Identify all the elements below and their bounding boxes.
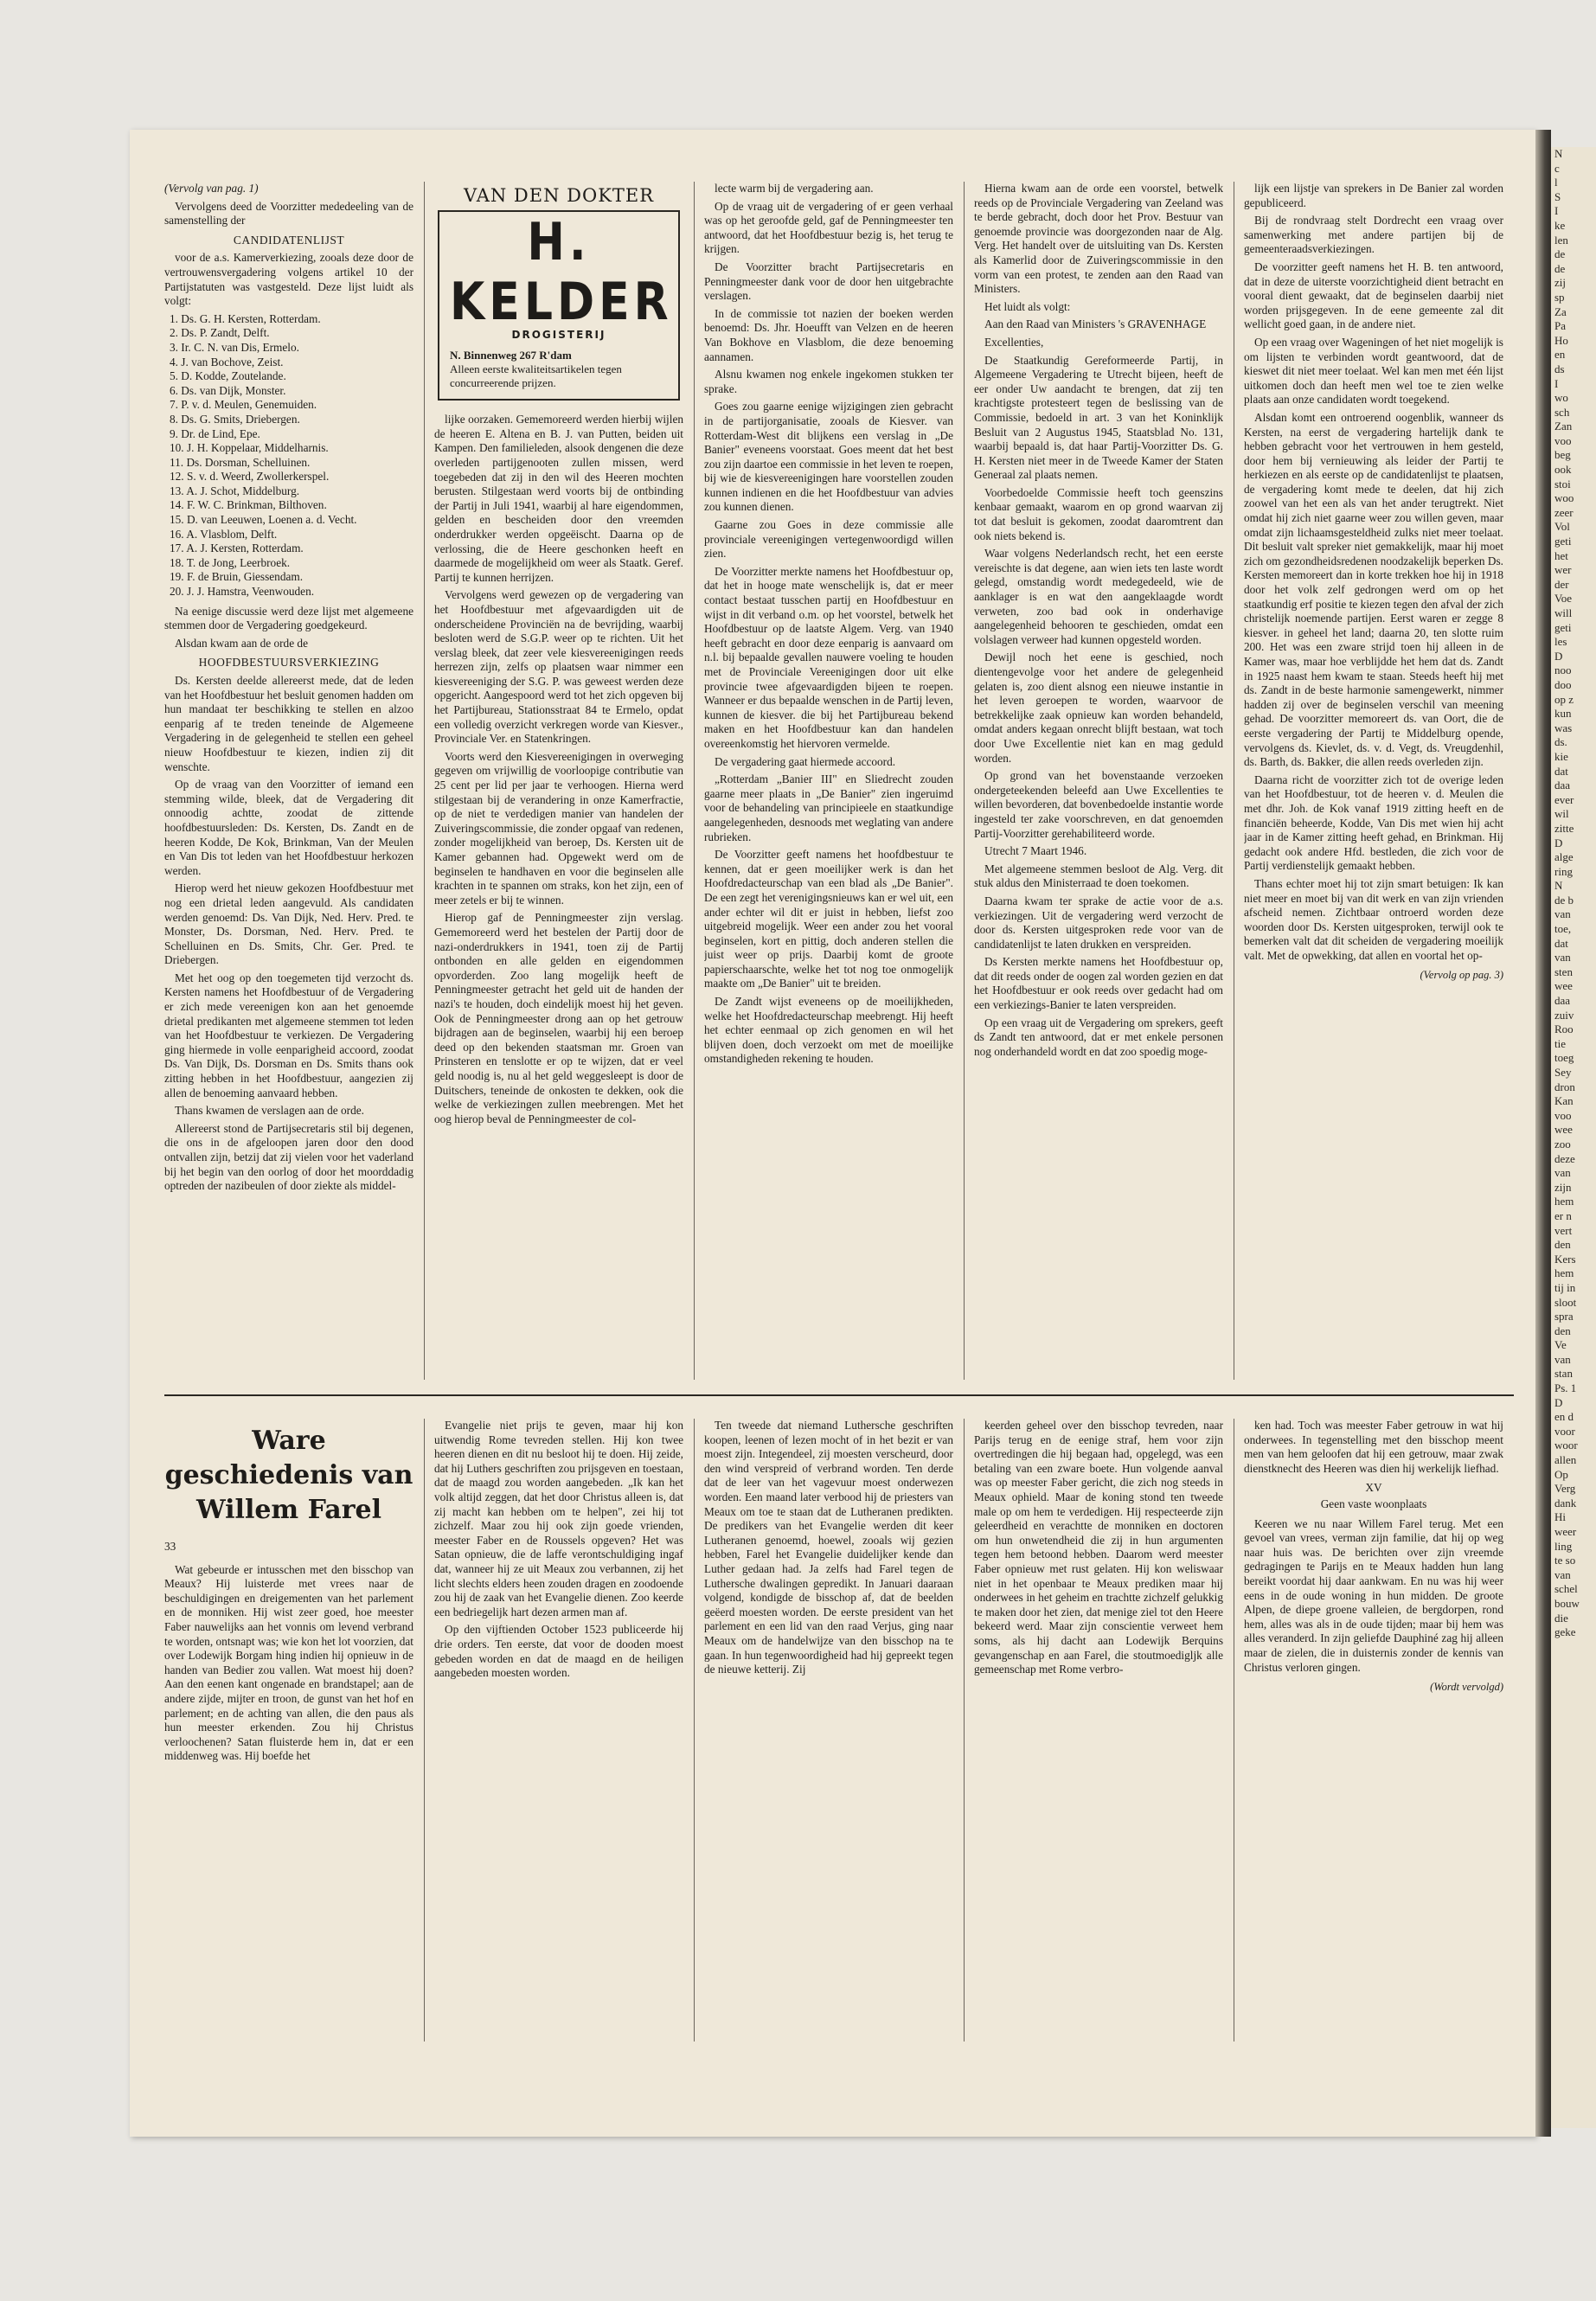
adjacent-page-fragment: zij (1554, 276, 1566, 290)
adjacent-page-fragment: zuiv (1554, 1008, 1574, 1022)
article-paragraph: De Staatkundig Gereformeerde Partij, in Algemeene Vergadering te Utrecht bijeen, heeft de eer onder Uw aandacht te brengen, dat zij ten krachtigste protesteert tegen de beslissing van de Commissie, bedoeld in art. 3 van het Koninklijk Besluit van 2 Augustus 1945, Staatsblad No. 131, waarbij bepaald is, dat haar Partij-Voorzitter Ds. G. H. Kersten niet meer in de Tweede Kamer der Staten Generaal zal plaats nemen. (974, 353, 1223, 482)
adjacent-page-fragment: sloot (1554, 1295, 1577, 1309)
article-paragraph: Aan den Raad van Ministers 's GRAVENHAGE (984, 317, 1207, 331)
candidate-entry: 3. Ir. C. N. van Dis, Ermelo. (170, 340, 299, 354)
adjacent-page-fragment: daa (1554, 779, 1571, 792)
candidate-entry: 18. T. de Jong, Leerbroek. (170, 555, 291, 569)
adjacent-page-fragment: toeg (1554, 1051, 1574, 1065)
adjacent-page-fragment: het (1554, 548, 1568, 562)
serial-column-3 (704, 1419, 953, 2041)
adjacent-page-fragment: en d (1554, 1410, 1574, 1424)
column-1 (164, 182, 413, 1380)
adjacent-page-fragment: doo (1554, 677, 1572, 691)
adjacent-page-fragment: dron (1554, 1080, 1575, 1093)
adjacent-page-fragment: ever (1554, 792, 1574, 806)
serial-column-5 (1244, 1419, 1503, 2041)
adjacent-page-fragment: weer (1554, 1525, 1577, 1538)
adjacent-page-fragment: zitte (1554, 821, 1574, 835)
adjacent-page-fragment: geke (1554, 1625, 1576, 1639)
adjacent-page-fragment: wer (1554, 563, 1572, 577)
article-paragraph: Het luidt als volgt: (984, 299, 1071, 313)
adjacent-page-fragment: len (1554, 233, 1568, 247)
column-3-paragraphs (704, 182, 953, 1067)
serial-paragraph: ken had. Toch was meester Faber getrouw in wat hij onderwees. In tegenstelling met den bisschop meent men van hem geloofen dat hij een getrouw, maar zwak dienstknecht des Heeren was dien hij werkelijk liefhad. (1244, 1419, 1503, 1475)
newspaper-page (130, 130, 1535, 2137)
candidate-entry: 5. D. Kodde, Zoutelande. (170, 369, 286, 383)
adjacent-page-fragment: Vol (1554, 520, 1570, 534)
adjacent-page-fragment: hem (1554, 1195, 1574, 1208)
adjacent-page-fragment: will (1554, 606, 1573, 619)
adjacent-page-fragment: Sey (1554, 1066, 1572, 1079)
article-paragraph: lecte warm bij de vergadering aan. (715, 182, 874, 195)
adjacent-page-fragment: wo (1554, 391, 1568, 405)
serial-column-2-paragraphs (434, 1419, 683, 1681)
adjacent-page-fragment: beg (1554, 448, 1571, 462)
column-4-paragraphs (974, 182, 1223, 1059)
adjacent-page-fragment: D (1554, 649, 1563, 663)
article-paragraph: De vergadering gaat hiermede accoord. (715, 754, 896, 768)
serial-number: 33 (164, 1540, 176, 1553)
serial-paragraph: Keeren we nu naar Willem Farel terug. Met een gevoel van vrees, verman zijn familie, dat hij op weg naar huis was. De berichten over zijn vreemde gedragingen te Parijs en te Meaux hadden hun lang bereikt voordat hij daar aankwam. En nu was hij weer eens in de oude woning in hun midden. De groote Alpen, de diepe groene valleien, de bergdorpen, rond hem, alles was als in de oude tijden; maar bij hem was alles veranderd. In zijn geliefde Dauphiné zag hij alleen maar de zielen, die in duisternis zonder de kennis van Christus verloren gingen. (1244, 1516, 1503, 1674)
article-paragraph: Op de vraag uit de vergadering of er geen verhaal was op het geroofde geld, gaf de Penningmeester ten antwoord, dat het Hoofdbestuur bezig is, het terug te krijgen. (704, 199, 953, 256)
adjacent-page-fragment: sch (1554, 405, 1570, 419)
ad-business-type: DROGISTERIJ (511, 328, 606, 341)
after-list-paragraph: Na eenige discussie werd deze lijst met algemeene stemmen door de Vergadering goedgekeurd. (164, 604, 413, 632)
chapter-number: XV (1365, 1481, 1382, 1495)
candidate-entry: 6. Ds. van Dijk, Monster. (170, 383, 286, 397)
candidate-entry: 20. J. J. Hamstra, Veenwouden. (170, 585, 315, 599)
adjacent-page-fragment: van (1554, 1567, 1571, 1581)
adjacent-page-fragment: stan (1554, 1367, 1573, 1381)
adjacent-page-fragment: van (1554, 951, 1571, 965)
adjacent-page-fragment: Voe (1554, 592, 1572, 606)
adjacent-page-fragment: stoi (1554, 477, 1571, 490)
column-rule (694, 1419, 695, 2041)
serial-column-1 (164, 1419, 413, 2041)
article-paragraph: Op een vraag uit de Vergadering om sprekers, geeft ds Zandt ten antwoord, dat er met enkele personen nog onderhandeld wordt en dat zoo spoedig moge- (974, 1016, 1223, 1058)
article-paragraph: lijk een lijstje van sprekers in De Banier zal worden gepubliceerd. (1244, 182, 1503, 209)
article-paragraph: Thans kwamen de verslagen aan de orde. (175, 1104, 364, 1118)
adjacent-page-fragment: van (1554, 1166, 1571, 1180)
article-paragraph: De voorzitter geeft namens het H. B. ten antwoord, dat in deze de uiterste voorzichtigheid dient betracht en vooral dient gewaakt, dat de beginselen daarbij niet worden prijsgegeven. In de eene gemeente zal dit wellicht goed gaan, in de andere niet. (1244, 260, 1503, 331)
serial-title: Ware geschiedenis van Willem Farel (164, 1426, 413, 1525)
article-paragraph: In de commissie tot nazien der boeken werden benoemd: Ds. Jhr. Hoeufft van Velzen en de heeren Van Bokhove en Vlasblom, die deze benoeming aannamen. (704, 306, 953, 363)
adjacent-page-fragment: van (1554, 907, 1571, 921)
column-3 (704, 182, 953, 1380)
adjacent-page-fragment: kun (1554, 707, 1572, 721)
article-paragraph: De Voorzitter merkte namens het Hoofdbestuur op, dat het in hooge mate wenschelijk is, dat er meer contact bestaat tusschen partij en Hoofdbestuur en wijst in dit verband o.m. op het voorstel, betwelk het Hoofdbestuur op de laatste Algem. Verg. van 1940 heeft gebracht en door deze eenparig is aanvaard om n.l. bij bepaalde gevallen nauwere voeling te houden met de Provinciale Vereenigingen door uit elke provincie twee afgevaardigden bijeen te roepen. Wanneer er dus bepaalde wenschen in de Partij leven, kunnen de kiesver. die bij het Partijbureau bekend maken en het Hoofdbestuur kan dan handelen overeenkomstig het hiervoren vermelde. (704, 564, 953, 750)
adjacent-page-fragment: kie (1554, 749, 1568, 763)
adjacent-page-fragment: Roo (1554, 1022, 1574, 1036)
adjacent-page-fragment: Kan (1554, 1094, 1574, 1108)
adjacent-page-fragment: Ve (1554, 1338, 1567, 1352)
adjacent-page-fragment: Kers (1554, 1252, 1576, 1266)
adjacent-page-fragment: voo (1554, 1108, 1572, 1122)
article-paragraph: Hierop werd het nieuw gekozen Hoofdbestuur met nog een drietal leden aangevuld. Als candidaten werden genoemd: Ds. Van Dijk, Ned. Herv. Pred. te Monster, Ds. Dorsman, Ned. Herv. Pred. te Schelluinen en Ds. Smits, Chr. Ger. Pred. te Driebergen. (164, 881, 413, 967)
column-2-paragraphs (434, 413, 683, 1126)
adjacent-page-fragment: Ps. 1 (1554, 1381, 1577, 1395)
adjacent-page-fragment: wee (1554, 979, 1573, 993)
adjacent-page-fragment: er n (1554, 1208, 1572, 1222)
candidate-entry: 9. Dr. de Lind, Epe. (170, 426, 260, 440)
column-rule (424, 182, 425, 1380)
adjacent-page-fragment: geti (1554, 535, 1572, 548)
adjacent-page-fragment: en (1554, 348, 1566, 362)
adjacent-page-fragment: N (1554, 147, 1563, 160)
chapter-title: Geen vaste woonplaats (1320, 1497, 1427, 1510)
article-paragraph: Met algemeene stemmen besloot de Alg. Verg. dit stuk aldus den Ministerraad te doen toekomen. (974, 862, 1223, 890)
adjacent-page-edge (1551, 147, 1596, 2128)
article-paragraph: Waar volgens Nederlandsch recht, het een eerste vereischte is dat degene, aan wien iets ten laste wordt gelegd, omstandig wordt medegedeeld, wie de aanklager is en wat den aangeklaagde wordt verweten, zoo bad ook in onderhavige aangelegenheid behooren te geschieden, omdat een volslagen verweer had kunnen opgesteld worden. (974, 547, 1223, 646)
column-rule (424, 1419, 425, 2041)
column-5-paragraphs (1244, 182, 1503, 963)
adjacent-page-fragment: tij in (1554, 1280, 1576, 1294)
serial-paragraph: Op den vijftienden October 1523 publiceerde hij drie orders. Ten eerste, dat voor de dooden moest gebeden worden en dat de maagd en de heiligen aangebeden moesten worden. (434, 1623, 683, 1680)
adjacent-page-fragment: toe, (1554, 922, 1572, 936)
candidate-entry: 14. F. W. C. Brinkman, Bilthoven. (170, 498, 327, 512)
adjacent-page-fragment: I (1554, 376, 1559, 390)
candidate-list-heading: CANDIDATENLIJST (233, 233, 345, 247)
continued-note: (Vervolg op pag. 3) (1420, 969, 1503, 982)
serial-column-4-paragraphs (974, 1419, 1223, 1677)
article-paragraph: Goes zou gaarne eenige wijzigingen zien gebracht in de partijorganisatie, zooals de Kiesver. van Rotterdam-West dit blijkens een verslag in „De Banier" eveneens voorstaat. Goes meent dat het best zou zijn daartoe een commissie in het leven te roepen, bij wie de kiesvereenigingen hare voorstellen zouden kunnen indienen en die het Hoofdbestuur van advies zou kunnen dienen. (704, 400, 953, 514)
adjacent-page-fragment: Ho (1554, 333, 1568, 347)
candidate-entry: 1. Ds. G. H. Kersten, Rotterdam. (170, 311, 321, 325)
adjacent-page-fragment: dat (1554, 936, 1568, 950)
column-1-paragraphs (164, 674, 413, 1194)
adjacent-page-fragment: voo (1554, 433, 1572, 447)
article-paragraph: lijke oorzaken. Gememoreerd werden hierbij wijlen de heeren E. Altena en B. J. van Putten, beiden uit Kampen. Den familieleden, alsook dengenen die deze overleden partijgenooten zullen missen, werd toegebeden dat zij in den wil des Heeren mochten berusten. Stilgestaan werd voorts bij de ontbinding der Partij in Juli 1941, waarbij al hare eigendommen, gelden en bescheiden door den vreemden onderdrukker werden opgeëischt. Daarna op de verlossing, die de Heere geschonken heeft en daarmede de mogelijkheid om weer als Staatk. Geref. Partij te kunnen herrijzen. (434, 413, 683, 584)
candidate-entry: 8. Ds. G. Smits, Driebergen. (170, 412, 300, 426)
article-paragraph: Daarna kwam ter sprake de actie voor de a.s. verkiezingen. Uit de vergadering werd verzocht de door ds. Kersten uitgesproken rede voor van de candidatenlijst te laten drukken en verspreiden. (974, 894, 1223, 951)
adjacent-page-fragment: l (1554, 176, 1558, 189)
article-paragraph: Utrecht 7 Maart 1946. (984, 844, 1087, 858)
article-paragraph: Op grond van het bovenstaande verzoeken ondergeteekenden beleefd aan Uwe Excellenties te willen bevorderen, dat bovenbedoelde instantie worde ingesteld ter zake voorschreven, en dat genoemden Partij-Voorzitter gerehabiliteerd worde. (974, 769, 1223, 840)
adjacent-page-fragment: sten (1554, 965, 1573, 978)
adjacent-page-fragment: deze (1554, 1151, 1575, 1165)
adjacent-page-fragment: wil (1554, 807, 1569, 821)
candidate-list (164, 312, 413, 599)
article-paragraph: De Voorzitter bracht Partijsecretaris en Penningmeester dank voor de door hen uitgebrachte verslagen. (704, 260, 953, 303)
article-paragraph: Bij de rondvraag stelt Dordrecht een vraag over samenwerking met andere partijen bij de gemeenteraadsverkiezingen. (1244, 214, 1503, 256)
candidate-entry: 16. A. Vlasblom, Delft. (170, 527, 278, 541)
adjacent-page-fragment: vert (1554, 1223, 1573, 1237)
candidate-entry: 10. J. H. Koppelaar, Middelharnis. (170, 441, 329, 455)
candidate-entry: 11. Ds. Dorsman, Schelluinen. (170, 455, 311, 469)
board-intro: Alsdan kwam aan de orde de (175, 636, 308, 650)
adjacent-page-fragment: der (1554, 577, 1569, 591)
adjacent-page-fragment: hem (1554, 1266, 1574, 1280)
drogisterij-advertisement (438, 210, 680, 401)
adjacent-page-fragment: van (1554, 1352, 1571, 1366)
adjacent-page-fragment: geti (1554, 620, 1572, 634)
adjacent-page-fragment: ring (1554, 864, 1573, 878)
adjacent-page-fragment: noo (1554, 663, 1572, 677)
adjacent-page-fragment: te so (1554, 1554, 1576, 1567)
article-paragraph: Thans echter moet hij tot zijn smart betuigen: Ik kan niet meer en moet bij van dit werk en van zijn vrienden afscheid nemen. Zichtbaar ontroerd worden deze woorden door Ds. Kersten uitgesproken, terwijl ook te bemerken valt dat dit scheiden de vergadering moeilijk valt. Met de opwekking, dat allen en voortal het op- (1244, 876, 1503, 962)
adjacent-page-fragment: zoo (1554, 1137, 1571, 1150)
continuation-note: (Vervolg van pag. 1) (164, 182, 259, 195)
adjacent-page-fragment: voor (1554, 1424, 1575, 1438)
adjacent-page-fragment: den (1554, 1324, 1571, 1337)
adjacent-page-fragment: de (1554, 247, 1566, 261)
adjacent-page-fragment: ke (1554, 218, 1566, 232)
adjacent-page-fragment: zeer (1554, 505, 1574, 519)
adjacent-page-fragment: Op (1554, 1467, 1568, 1481)
column-rule (964, 182, 965, 1380)
column-2 (434, 182, 683, 1380)
adjacent-page-fragment: de (1554, 261, 1566, 275)
intro-paragraph: Vervolgens deed de Voorzitter mededeeling van de samenstelling der (164, 199, 413, 228)
candidate-entry: 4. J. van Bochove, Zeist. (170, 355, 284, 369)
adjacent-page-fragment: allen (1554, 1453, 1577, 1467)
article-paragraph: Ds. Kersten deelde allereerst mede, dat de leden van het Hoofdbestuur het besluit genomen hadden om hun mandaat ter beschikking te stellen en alzoo eenparig af te treden teneinde de Algemeene Vergadering in de gelegenheid te stellen een geheel nieuw Hoofdbestuur te kiezen, indien zij dit wenschte. (164, 674, 413, 773)
adjacent-page-fragment: wee (1554, 1123, 1573, 1137)
column-rule (964, 1419, 965, 2041)
adjacent-page-fragment: S (1554, 189, 1561, 203)
serial-column-5-paragraphs (1244, 1419, 1503, 1476)
serial-column-4 (974, 1419, 1223, 2041)
candidate-entry: 17. A. J. Kersten, Rotterdam. (170, 542, 304, 555)
adjacent-page-fragment: tie (1554, 1036, 1566, 1050)
article-paragraph: Daarna richt de voorzitter zich tot de overige leden van het Hoofdbestuur, tot de heeren v. d. Meulen die met dhr. Joh. de Kok vanaf 1919 zitting heeft en de financiën beheerde, Kodde, Van Dis met wien hij acht jaar in de Kamer zitting heeft gehad, en Brinkman. Hij gedacht ook andere Hfd. bestleden, die zich voor de Partij verdienstelijk gemaakt hebben. (1244, 772, 1503, 873)
board-heading: HOOFDBESTUURSVERKIEZING (198, 656, 380, 670)
adjacent-page-fragment: dank (1554, 1496, 1577, 1509)
adjacent-page-fragment: dat (1554, 764, 1568, 778)
adjacent-page-fragment: woo (1554, 491, 1574, 505)
adjacent-page-fragment: daa (1554, 994, 1571, 1008)
adjacent-page-fragment: D (1554, 836, 1563, 849)
adjacent-page-fragment: Hi (1554, 1510, 1566, 1524)
candidate-entry: 13. A. J. Schot, Middelburg. (170, 484, 300, 497)
article-paragraph: Met het oog op den toegemeten tijd verzocht ds. Kersten namens het Hoofdbestuur of de Vergadering er zich mede vereenigen kon aan het genoemde drietal predikanten met algemeene stemmen tot leden van het Hoofdbestuur te verkiezen. De Vergadering ging hiermede in volle eenparigheid accoord, zoodat Ds. Van Dijk, Ds. Dorsman en Ds. Smits thans ook zitting hebben in het Hoofdbestuur, aangezien zij allen de benoeming aanvaard hebben. (164, 971, 413, 1099)
article-paragraph: Dewijl noch het eene is geschied, noch dientengevolge voor het andere de gelegenheid gelaten is, zoo dient alsnog een nieuwe instantie in het leven geroepen te worden, waarvoor de betrekkelijke zaak opnieuw kan worden behandeld, omdat anders kegaan onrecht blijft bestaan, wat toch door Uwe Excellentie niet kan en mag geduld worden. (974, 651, 1223, 765)
serial-column-5-paragraphs-2 (1244, 1517, 1503, 1676)
candidate-entry: 15. D. van Leeuwen, Loenen a. d. Vecht. (170, 513, 357, 527)
serial-column-3-paragraphs (704, 1419, 953, 1677)
ad-address: N. Binnenweg 267 R'dam (450, 349, 572, 362)
serial-paragraph: keerden geheel over den bisschop tevreden, naar Parijs terug en de eenige straf, hem voor zijn overtredingen die hij begaan had, opgelegd, was een betaling van een zware boete. Hun volgende aanval was op meester Faber gericht, die zich nog steeds in Meaux ophield. Maar de koning stond ten tweede male op om hem te verdedigen. Hij respecteerde zijn geleerdheid en verachtte de monniken en doctoren om hun onwetendheid die zij in hun argumenten tegen hem betoond hebben. Daarom werd meester Faber opnieuw met rust gelaten. Hij kon weliswaar niet in het openbaar te Meaux prediken maar hij onderwees in het geheim en trachtte zichzelf gelukkig te maken door het zien, dat menige ziel tot den Heere bekeerd werd. Maar zijn conscientie verweet hem soms, als hij dacht aan Lodewijk Berquins gevangenschap en aan Farel, die stoutmoedigljk alle gemeenschap met Rome verbro- (974, 1419, 1223, 1676)
article-paragraph: Op de vraag van den Voorzitter of iemand een stemming wilde, bleek, dat de Vergadering dit onnoodig achtte, zoodat de zittende hoofdbestuursleden: Ds. Kersten, Ds. Zandt en de heeren Kodde, De Kok, Brinkman, Van der Meulen en Van Dis tot leden van het Hoofdbestuur herkozen werden. (164, 778, 413, 877)
adjacent-page-fragment: N (1554, 879, 1563, 893)
adjacent-page-fragment: den (1554, 1238, 1571, 1252)
article-paragraph: Hierna kwam aan de orde een voorstel, betwelk reeds op de Provinciale Vergadering van Zeeland was te berde gebracht, doch door het Prov. Bestuur van genoemde provincie was doorgezonden naar de Alg. Verg. Het handelt over de uitsluiting van Ds. Kersten als Kamerlid door de Zuiveringscommissie in den vorm van een protest, te zenden aan den Raad van Ministers. (974, 182, 1223, 296)
adjacent-page-fragment: Pa (1554, 319, 1566, 333)
adjacent-page-fragment: c (1554, 161, 1560, 175)
upper-section (164, 182, 1514, 1380)
article-paragraph: Alsdan komt een ontroerend oogenblik, wanneer ds Kersten, na eerst de vergadering hartelijk dank te hebben gebracht voor het vertrouwen in hem gesteld, door hem bij vernieuwing als leider der Partij te herkiezen en als eerste op de candidatenlijst te plaatsen, de vergadering komt mede te deelen, dat hij zich zoowel van het een als van het ander terugtrekt. Niet omdat hij zich niet gaarne weer zou willen geven, maar omdat zijn lichaamsgesteldheid zulks niet meer toelaat. Dit besluit valt spreker niet gemakkelijk, maar hij moet zich om gezondheidsredenen noodzakelijk beperken Ds. Kersten memoreert dan in korte trekken hoe hij in 1918 door het volk zelf gedrongen werd om op het staatkundig erf positie te kiezen tegen den afval der zich christelijk noemende partijen. Eerst waren er zegge 8 kiesver. in geheel het land; daarna 20, ten slotte ruim 200. Het was een zware strijd toen hij alleen in de Kamer was, maar hoe verblijdde het hem dat ds. Zandt in 1925 naast hem kwam te staan. Steeds heeft hij met ds. Zandt in de beste harmonie samengewerkt, nimmer hadden zij over de beginselen verschil van meening gehad. De voorzitter memoreert ds. van Oort, die de eerste vergadering der Partij te Middelburg opende, vervolgens ds. Kievlet, ds. v. d. Vegt, ds. Vreugdenhil, ds. Barth, ds. Bakker, die allen reeds overleden zijn. (1244, 410, 1503, 769)
adjacent-page-fragment: Verg (1554, 1482, 1576, 1496)
article-paragraph: De Voorzitter geeft namens het hoofdbestuur te kennen, dat er geen moeilijker werk is dan het Hoofdredacteurschap van een blad als „De Banier". De een zegt het verenigingsnieuws kan er wel uit, een ander echter wil dit er juist in hebben, liefst zoo uitgebreid mogelijk. Weer een ander zou het vooral beginselen, kort en pittig, doch anderen stellen die juist weer op prijs. Daarbij komt de groote papierschaarschte, welke het tot nog toe onmogelijk maakte om „De Banier" uit te breiden. (704, 848, 953, 990)
adjacent-page-fragment: de b (1554, 893, 1574, 907)
section-divider (164, 1394, 1514, 1396)
article-paragraph: De Zandt wijst eveneens op de moeilijkheden, welke het Hoofdredacteurschap meebrengt. Hij heeft het echter eenmaal op zich genomen en wil het blijven doen, doch verzoekt om met de moeilijke omstandigheden rekening te houden. (704, 995, 953, 1066)
serial-paragraph: Wat gebeurde er intusschen met den bisschop van Meaux? Hij luisterde met vrees naar de beschuldigingen en dreigementen van het parlement en de monniken. Hij wist zeer goed, hoe meester Faber nauwelijks aan het vonnis om levend verbrand te worden, ontsnapt was; wie kon het lot voorzien, dat over Lodewijk Borgam hing indien hij opnieuw in de handen van Bedier zou vallen. Wat moest hij doen? Aan den eenen kant ongenade en brandstapel; aan de andere zijde, mijter en troon, de gunst van het hof en parlement; en de achting van allen, die den paus als hun meester erkenden. Zou hij Christus verloochenen? Satan fluisterde hem in, dat er een middenweg was. Hij boefde het (164, 1562, 413, 1763)
adjacent-page-fragment: ds. (1554, 735, 1567, 749)
adjacent-page-fragment: zijn (1554, 1180, 1572, 1194)
lower-section (164, 1419, 1514, 2041)
article-paragraph: Voorbedoelde Commissie heeft toch geenszins kenbaar gemaakt, waarom en op grond waarvan zij tot dat besluit is gekomen, zoodat daaromtrent dan ook niets bekend is. (974, 485, 1223, 542)
candidate-entry: 19. F. de Bruin, Giessendam. (170, 570, 304, 584)
candidate-entry: 7. P. v. d. Meulen, Genemuiden. (170, 398, 317, 412)
adjacent-page-fragment: Za (1554, 304, 1567, 318)
column-4 (974, 182, 1223, 1380)
adjacent-page-fragment: D (1554, 1395, 1563, 1409)
adjacent-page-fragment: alge (1554, 850, 1574, 864)
serial-column-2 (434, 1419, 683, 2041)
adjacent-page-fragment: bouw (1554, 1596, 1580, 1610)
serial-paragraph: Ten tweede dat niemand Luthersche geschriften koopen, leenen of lezen mocht of in het bezit er van moest zijn. Integendeel, zij moesten verscheurd, door den wind verspreid of verbrand worden. Ten derde dat de leer van het vagevuur moest onderwezen worden. Een maand later verbood hij de priesters van Meaux om toe te staan dat de Lutheranen predikten. De predikers van het Evangelie werden dit keer Lutheranen genoemd, hoewel, zooals wij gezien hebben, Farel het Evangelie duidelijker kende dan Luther gedaan had. Ja zelfs had Farel tegen de Luthersche dwalingen gepredikt. In Januari daaraan volgend, kondigde de bisschop af, dat de beelden geëerd moesten worden. De eerste president van het parlement en een lid van den raad Verjus, ging naar Meaux om de handelwijze van den bisschop na te gaan. In hun tegenwoordigheid had hij gepreekt tegen de nieuwe ketterij. Zij (704, 1419, 953, 1676)
article-paragraph: „Rotterdam „Banier III" en Sliedrecht zouden gaarne meer plaats in „De Banier" zien ingeruimd voor de behandeling van principieele en staatkundige aangelegenheden, desnoods met weglating van andere rubrieken. (704, 772, 953, 843)
column-5 (1244, 182, 1503, 1380)
adjacent-page-fragment: die (1554, 1611, 1568, 1625)
adjacent-page-fragment: I (1554, 204, 1559, 218)
candidate-entry: 2. Ds. P. Zandt, Delft. (170, 326, 270, 340)
adjacent-page-fragment: op z (1554, 692, 1574, 706)
column-rule (694, 182, 695, 1380)
adjacent-page-fragment: spra (1554, 1310, 1574, 1324)
to-be-continued-note: (Wordt vervolgd) (1430, 1681, 1503, 1694)
article-paragraph: Hierop gaf de Penningmeester zijn verslag. Gememoreerd werd het bestelen der Partij door de nazi-onderdrukkers in 1941, toen zij de Partij ontbonden en alle gelden en eigendommen opvorderden. Zoo lang mogelijk heeft de Penningmeester getracht het geld uit de handen der nazi's te houden, doch eindelijk moest hij het geven. Ook de Penningmeester drong aan op het getrouw bijdragen aan de beginselen, waarbij hij een beroep deed op den bekenden staatsman mr. Groen van Prinsteren en tenslotte er op te wijzen, dat er veel geld noodig is, nu al het geld weggesleept is door de Duitschers, teneinde de onkosten te dekken, ook die welke de verkiezingen zullen meebrengen. Met het oog hierop beval de Penningmeester de col- (434, 911, 683, 1125)
adjacent-page-fragment: Zan (1554, 420, 1573, 433)
adjacent-page-fragment: sp (1554, 290, 1565, 304)
adjacent-page-fragment: woor (1554, 1439, 1578, 1452)
adjacent-page-fragment: ling (1554, 1539, 1573, 1553)
ad-business-name: H. KELDER (450, 212, 673, 332)
article-paragraph: Alsnu kwamen nog enkele ingekomen stukken ter sprake. (704, 368, 953, 395)
article-paragraph: Ds Kersten merkte namens het Hoofdbestuur op, dat dit reeds onder de oogen zal worden gezien en dat het Hoofdbestuur er ook reeds over gedacht had om een verkiezings-Banier te laten verspreiden. (974, 955, 1223, 1012)
candidate-entry: 12. S. v. d. Weerd, Zwollerkerspel. (170, 470, 330, 484)
article-paragraph: Vervolgens werd gewezen op de vergadering van het Hoofdbestuur met afgevaardigden uit de onderscheidene Provinciën na de bevrijding, waarbij besloten werd de S.G.P. weer op te richten. Uit het verslag bleek, dat zeer vele kiesvereenigingen reeds herrezen zijn, zelfs op plaatsen waar nimmer een kiesvereeniging der S.G. P. was geweest werden deze opgericht. Aangespoord werd tot het zich opgeven bij het Partijbureau, Stationsstraat 84 te Ermelo, opdat een volledig overzicht verkregen worde van Kiesver., Provinciale Ver. en Statenkringen. (434, 588, 683, 746)
serial-paragraph: Evangelie niet prijs te geven, maar hij kon uitwendig Rome tevreden stellen. Hij kon twee heeren dienen en dit nu besloot hij te doen. Hij zeide, dat hij Luthers geschriften zou prijsgeven en toestaan, dat de maagd zou worden aangebeden. „Ik kan het volk altijd zeggen, dat het door Christus alleen is, dat zij macht kan hebben om te helpen", zei hij tot zichzelf. Maar zou hij ook zijn goede vrienden, meester Faber en de Roussels opgeven? Het was Satan opnieuw, die de laffe verontschuldiging ingaf dat, wanneer hij ze uit Meaux zou verbannen, zij het licht slechts elders heen zouden dragen en zoodoende zou hij de zaak van het Evangelie dienen. Zoo keerde een bedriegelijk hart dezen armen man af. (434, 1419, 683, 1618)
adjacent-page-fragment: ds (1554, 362, 1565, 375)
page-binding-shadow (1535, 130, 1551, 2137)
adjacent-page-fragment: ook (1554, 463, 1572, 477)
serial-column-1-paragraphs (164, 1563, 413, 1764)
candidate-intro: voor de a.s. Kamerverkiezing, zooals deze door de vertrouwensvergadering volgens artikel 10 der Partijstatuten was vastgesteld. Deze lijst luidt als volgt: (164, 251, 413, 308)
article-paragraph: Op een vraag over Wageningen of het niet mogelijk is om lijsten te verbinden wordt geantwoord, dat de kieswet dit niet meer toelaat. Wel kan men met één lijst uitkomen doch dan heeft men wel toe te zien welke plaats aan onze candidaten wordt toegekend. (1244, 335, 1503, 407)
adjacent-page-fragment: was (1554, 721, 1573, 734)
article-paragraph: Gaarne zou Goes in deze commissie alle provinciale vereenigingen vertegenwoordigd willen zien. (704, 518, 953, 561)
article-paragraph: Allereerst stond de Partijsecretaris stil bij degenen, die ons in de afgeloopen jaren door den dood ontvallen zijn, betzij dat zij vielen voor het vaderland bij het begin van den oorlog of door het moorddadig optreden der nazibeulen of door ziekte als middel- (164, 1121, 413, 1193)
ad-text: Alleen eerste kwaliteitsartikelen tegen concurreerende prijzen. (450, 362, 622, 390)
article-paragraph: Excellenties, (984, 335, 1044, 349)
section-title-dokter: VAN DEN DOKTER (463, 185, 655, 206)
adjacent-page-fragment: schel (1554, 1582, 1578, 1596)
article-paragraph: Voorts werd den Kiesvereenigingen in overweging gegeven om vrijwillig de voorloopige contributie van 25 cent per lid per jaar te verhoogen. Hierna werd stilgestaan bij de verandering in onze Kamerfractie, op de niet te verdedigen manier van handelen der Zuiveringscommissie, die zonder opgaaf van redenen, zonder mogelijkheid van beroep, Ds. Kersten uit de Kamer gebannen had. Opgewekt werd om de beginselen te handhaven en voor die beginselen alle krachten in te spannen om straks, kon het zijn, een of meer zetels er bij te winnen. (434, 749, 683, 907)
adjacent-page-fragment: les (1554, 635, 1567, 649)
